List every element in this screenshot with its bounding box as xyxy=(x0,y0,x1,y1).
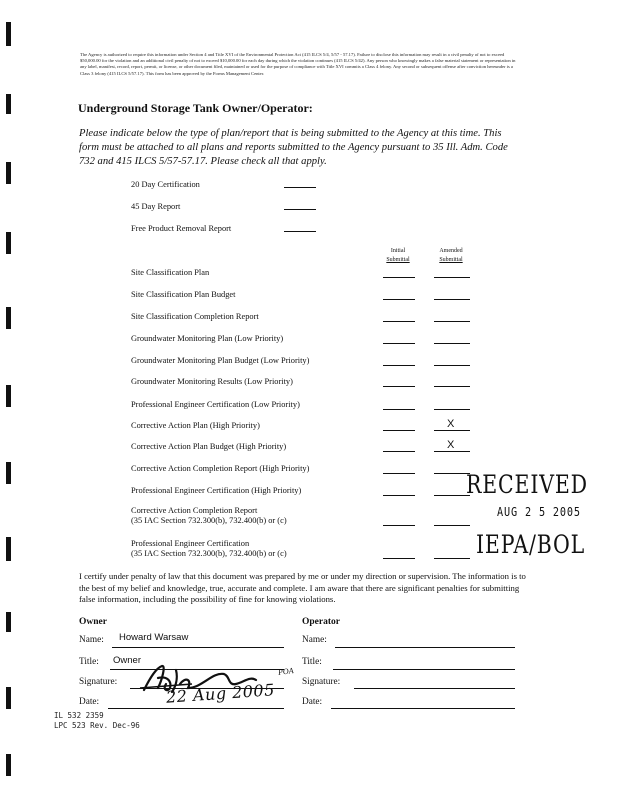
binder-mark xyxy=(6,612,11,632)
simple-item-checkline[interactable] xyxy=(284,209,316,210)
two-line-item-citation: (35 IAC Section 732.300(b), 732.400(b) or (c) xyxy=(131,549,287,558)
two-line-item-label: Corrective Action Completion Report xyxy=(131,506,258,515)
amended-header-line1: Amended xyxy=(439,248,463,254)
binder-mark xyxy=(6,22,11,46)
amended-submittal-checkline[interactable] xyxy=(434,558,470,559)
amended-submittal-checkline[interactable] xyxy=(434,495,470,496)
operator-title-label: Title: xyxy=(302,657,322,667)
amended-submittal-checkline[interactable] xyxy=(434,451,470,452)
amended-submittal-mark: X xyxy=(447,439,455,451)
initial-submittal-checkline[interactable] xyxy=(383,451,415,452)
certification-statement: I certify under penalty of law that this document was prepared by me or under my direction or supervision. The information is to the best of my belief and knowledge, true, accurate and complete. I am aware that there are significant penalties for submitting false information, including the possibility of fine for knowing violations. xyxy=(79,571,526,604)
owner-name-line xyxy=(112,647,284,648)
owner-name-label: Name: xyxy=(79,635,104,645)
instructions: Please indicate below the type of plan/report that is being submitted to the Agency at this time. This form must be attached to all plans and reports submitted to the Agency pursuant to 35 Ill. Adm. Code 732 and 415 ILCS 5/57-57.17. Please check all that apply. xyxy=(79,128,508,167)
initial-submittal-checkline[interactable] xyxy=(383,386,415,387)
amended-submittal-checkline[interactable] xyxy=(434,386,470,387)
amended-submittal-checkline[interactable] xyxy=(434,277,470,278)
initial-submittal-checkline[interactable] xyxy=(383,321,415,322)
initial-submittal-checkline[interactable] xyxy=(383,558,415,559)
plan-item-label: Groundwater Monitoring Plan Budget (Low Priority) xyxy=(131,356,310,365)
owner-name-field[interactable]: Howard Warsaw xyxy=(119,632,189,643)
plan-item-label: Corrective Action Plan Budget (High Priority) xyxy=(131,442,287,451)
simple-item-checkline[interactable] xyxy=(284,187,316,188)
initial-submittal-checkline[interactable] xyxy=(383,299,415,300)
initial-submittal-checkline[interactable] xyxy=(383,277,415,278)
initial-submittal-checkline[interactable] xyxy=(383,430,415,431)
simple-item-checkline[interactable] xyxy=(284,231,316,232)
owner-signature-label: Signature: xyxy=(79,677,118,687)
amended-submittal-checkline[interactable] xyxy=(434,365,470,366)
two-line-item-label: Professional Engineer Certification xyxy=(131,539,250,548)
initial-submittal-checkline[interactable] xyxy=(383,473,415,474)
received-stamp: RECEIVED xyxy=(466,470,588,499)
simple-item-label: 20 Day Certification xyxy=(131,180,200,189)
operator-heading: Operator xyxy=(302,617,340,627)
legal-notice: The Agency is authorized to require this information under Section 4 and Title XVI of the Environmental Protection Act (415 ILCS 5/4, 5/57 - 57.17). Failure to disclose this information may result in a civil penalty of not to exceed $50,000.00 for the violation and an additional civil penalty of not to exceed $10,000.00 for each day during which the violation continues (415 ILCS 5/42). Any person who knowingly makes a false material statement or representation in any label, manifest, record, report, permit, or license, or other document filed, maintained or used for the purpose of compliance with Title XVI commits a Class 4 felony. Any second or subsequent offense after conviction hereunder is a Class 3 felony (415 ILCS 5/57.17). This form has been approved by the Forms Management Center. xyxy=(80,52,516,76)
received-date-stamp: AUG 2 5 2005 xyxy=(497,505,581,519)
amended-submittal-checkline[interactable] xyxy=(434,473,470,474)
binder-mark xyxy=(6,232,11,254)
initial-header-line1: Initial xyxy=(390,248,406,254)
initial-submittal-checkline[interactable] xyxy=(383,495,415,496)
plan-item-label: Site Classification Plan Budget xyxy=(131,290,236,299)
amended-submittal-checkline[interactable] xyxy=(434,343,470,344)
owner-heading: Owner xyxy=(79,617,107,627)
initial-submittal-checkline[interactable] xyxy=(383,409,415,410)
binder-mark xyxy=(6,162,11,184)
owner-date-label: Date: xyxy=(79,697,100,707)
plan-item-label: Site Classification Completion Report xyxy=(131,312,259,321)
amended-submittal-header xyxy=(432,247,470,265)
amended-submittal-checkline[interactable] xyxy=(434,525,470,526)
operator-date-field[interactable] xyxy=(331,708,515,709)
plan-item-label: Groundwater Monitoring Results (Low Priority) xyxy=(131,377,293,386)
amended-submittal-mark: X xyxy=(447,418,455,430)
operator-date-label: Date: xyxy=(302,697,323,707)
amended-submittal-checkline[interactable] xyxy=(434,409,470,410)
operator-name-label: Name: xyxy=(302,635,327,645)
form-revision: LPC 523 Rev. Dec-96 xyxy=(54,721,140,730)
form-number: IL 532 2359 xyxy=(54,711,104,720)
binder-mark xyxy=(6,462,11,484)
plan-item-label: Groundwater Monitoring Plan (Low Priority) xyxy=(131,334,284,343)
binder-mark xyxy=(6,754,11,776)
plan-item-label: Professional Engineer Certification (High Priority) xyxy=(131,486,302,495)
amended-submittal-checkline[interactable] xyxy=(434,430,470,431)
owner-date-field[interactable]: 22 Aug 2005 xyxy=(165,680,276,707)
operator-name-field[interactable] xyxy=(335,647,515,648)
initial-submittal-checkline[interactable] xyxy=(383,365,415,366)
plan-item-label: Site Classification Plan xyxy=(131,268,210,277)
operator-signature-label: Signature: xyxy=(302,677,341,687)
simple-item-label: Free Product Removal Report xyxy=(131,224,232,233)
initial-header-line2: Submittal xyxy=(386,257,410,263)
initial-submittal-header xyxy=(382,247,414,265)
owner-title-field[interactable]: Owner xyxy=(113,655,141,666)
binder-mark xyxy=(6,307,11,329)
operator-signature-field[interactable] xyxy=(354,688,515,689)
initial-submittal-checkline[interactable] xyxy=(383,343,415,344)
owner-title-label: Title: xyxy=(79,657,99,667)
plan-item-label: Corrective Action Completion Report (High Priority) xyxy=(131,464,310,473)
two-line-item-citation: (35 IAC Section 732.300(b), 732.400(b) or (c) xyxy=(131,516,287,525)
binder-mark xyxy=(6,687,11,709)
binder-mark xyxy=(6,537,11,561)
plan-item-label: Professional Engineer Certification (Low Priority) xyxy=(131,400,300,409)
operator-title-field[interactable] xyxy=(333,669,515,670)
amended-submittal-checkline[interactable] xyxy=(434,321,470,322)
owner-date-line xyxy=(108,708,284,709)
owner-signature-note: POA xyxy=(277,665,295,678)
section-title: Underground Storage Tank Owner/Operator: xyxy=(78,101,313,115)
binder-mark xyxy=(6,94,11,114)
initial-submittal-checkline[interactable] xyxy=(383,525,415,526)
plan-item-label: Corrective Action Plan (High Priority) xyxy=(131,421,260,430)
amended-submittal-checkline[interactable] xyxy=(434,299,470,300)
agency-stamp: IEPA/BOL xyxy=(476,530,586,559)
binder-mark xyxy=(6,385,11,407)
amended-header-line2: Submittal xyxy=(439,257,463,263)
simple-item-label: 45 Day Report xyxy=(131,202,181,211)
